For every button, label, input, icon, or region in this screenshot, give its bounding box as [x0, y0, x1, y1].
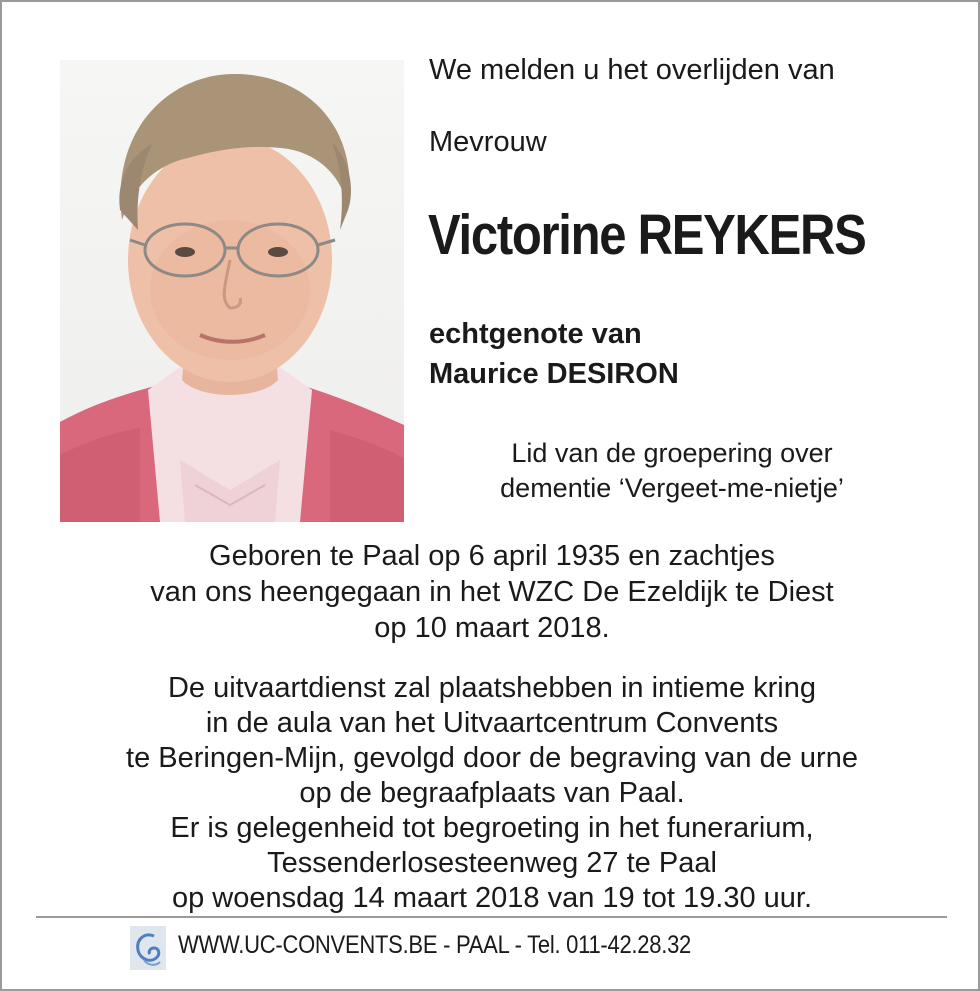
funeral-detail-line: in de aula van het Uitvaartcentrum Convents: [205, 707, 779, 739]
funeral-detail-line: Tessenderlosesteenweg 27 te Paal: [267, 847, 717, 879]
membership-line: dementie ‘Vergeet-me-nietje’: [500, 473, 844, 503]
honorific: Mevrouw: [429, 126, 547, 158]
birth-death-line: van ons heengegaan in het WZC De Ezeldijk te Diest: [150, 576, 834, 608]
funeral-detail-line: op woensdag 14 maart 2018 van 19 tot 19.30 uur.: [171, 882, 813, 914]
spouse-name: Maurice DESIRON: [429, 358, 679, 390]
funeral-detail-line: te Beringen-Mijn, gevolgd door de begraving van de urne: [126, 742, 858, 774]
membership-line: Lid van de groepering over: [511, 438, 833, 468]
footer-contact: WWW.UC-CONVENTS.BE - PAAL - Tel. 011-42.28.32: [178, 931, 692, 959]
portrait-photo: [60, 60, 404, 522]
funeral-detail-line: op de begraafplaats van Paal.: [299, 777, 685, 809]
funeral-home-logo-icon: [130, 926, 166, 970]
deceased-name: Victorine REYKERS: [428, 203, 866, 267]
funeral-detail-line: Er is gelegenheid tot begroeting in het funerarium,: [170, 812, 814, 844]
birth-death-line: op 10 maart 2018.: [374, 612, 610, 644]
funeral-detail-line: De uitvaartdienst zal plaatshebben in intieme kring: [167, 672, 817, 704]
spouse-label: echtgenote van: [429, 318, 642, 350]
footer-divider: [36, 916, 947, 918]
birth-death-line: Geboren te Paal op 6 april 1935 en zachtjes: [209, 540, 775, 572]
intro-text: We melden u het overlijden van: [429, 54, 835, 86]
